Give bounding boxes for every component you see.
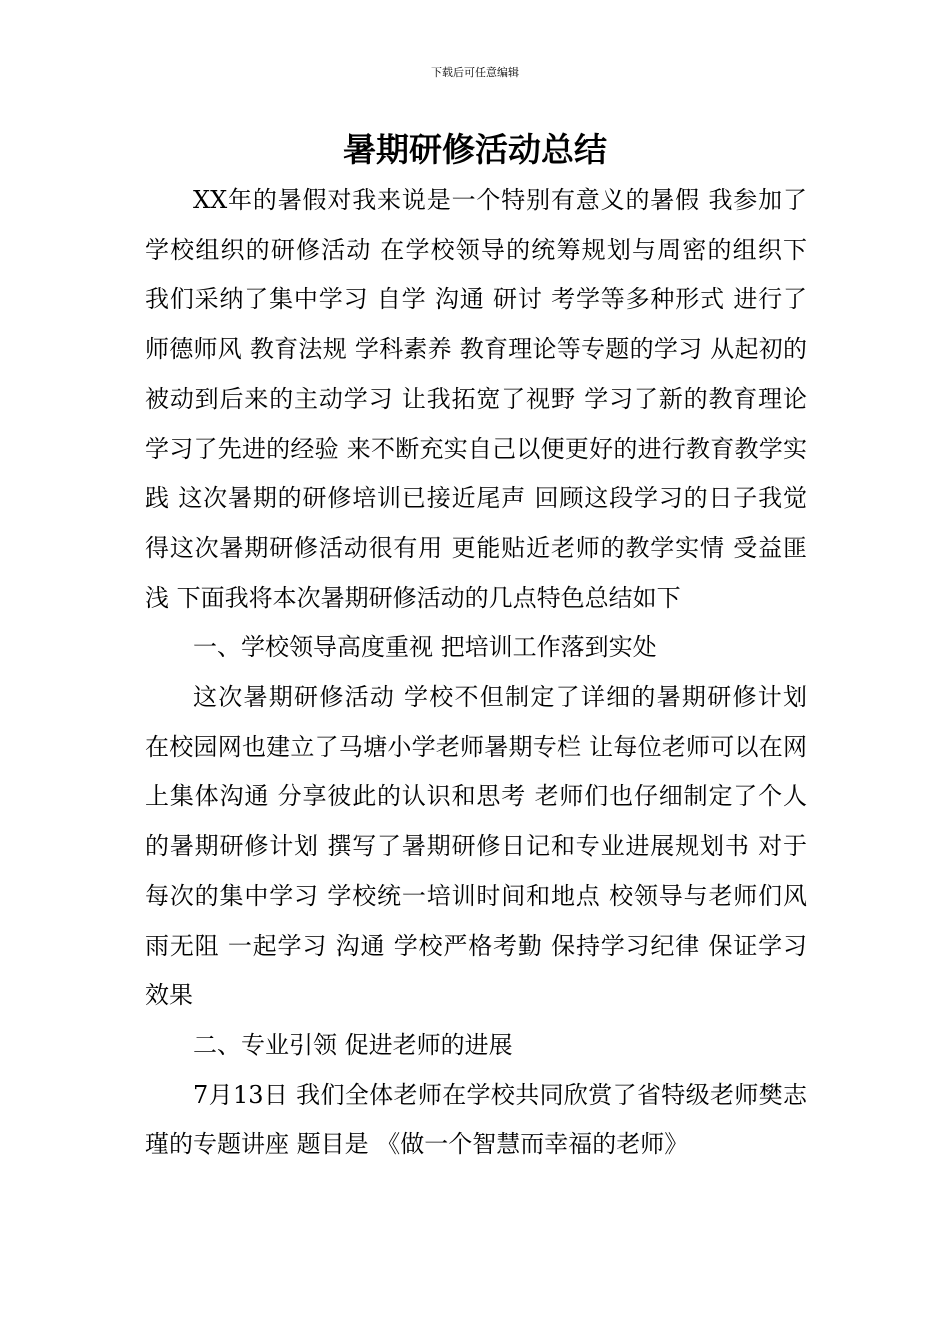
document-body (145, 176, 807, 1170)
paragraph-section-2: 7月13日 我们全体老师在学校共同欣赏了省特级老师樊志瑾的专题讲座 题目是 《做一个智慧而幸福的老师》 (145, 1080, 807, 1159)
section-heading-1: 一、学校领导高度重视 把培训工作落到实处 (193, 633, 657, 662)
header-note: 下载后可任意编辑 (431, 66, 519, 79)
paragraph-section-1: 这次暑期研修活动 学校不但制定了详细的暑期研修计划 在校园网也建立了马塘小学老师暑期专栏 让每位老师可以在网上集体沟通 分享彼此的认识和思考 老师们也仔细制定了个人的暑期研修计划 撰写了暑期研修日记和专业进展规划书 对于每次的集中学习 学校统一培训时间和地点 校领导与老师们风雨无阻 一起学习 沟通 学校严格考勤 保持学习纪律 保证学习效果 (145, 683, 807, 1010)
document-title: 暑期研修活动总结 (343, 130, 607, 169)
section-heading-2: 二、专业引领 促进老师的进展 (193, 1030, 513, 1059)
paragraph-intro: XX年的暑假对我来说是一个特别有意义的暑假 我参加了学校组织的研修活动 在学校领导的统筹规划与周密的组织下 我们采纳了集中学习 自学 沟通 研讨 考学等多种形式 进行了师德师风 教育法规 学科素养 教育理论等专题的学习 从起初的被动到后来的主动学习 让我拓宽了视野 学习了新的教育理论 学习了先进的经验 来不断充实自己以便更好的进行教育教学实践 这次暑期的研修培训已接近尾声 回顾这段学习的日子我觉得这次暑期研修活动很有用 更能贴近老师的教学实情 受益匪浅 下面我将本次暑期研修活动的几点特色总结如下 (145, 186, 807, 612)
